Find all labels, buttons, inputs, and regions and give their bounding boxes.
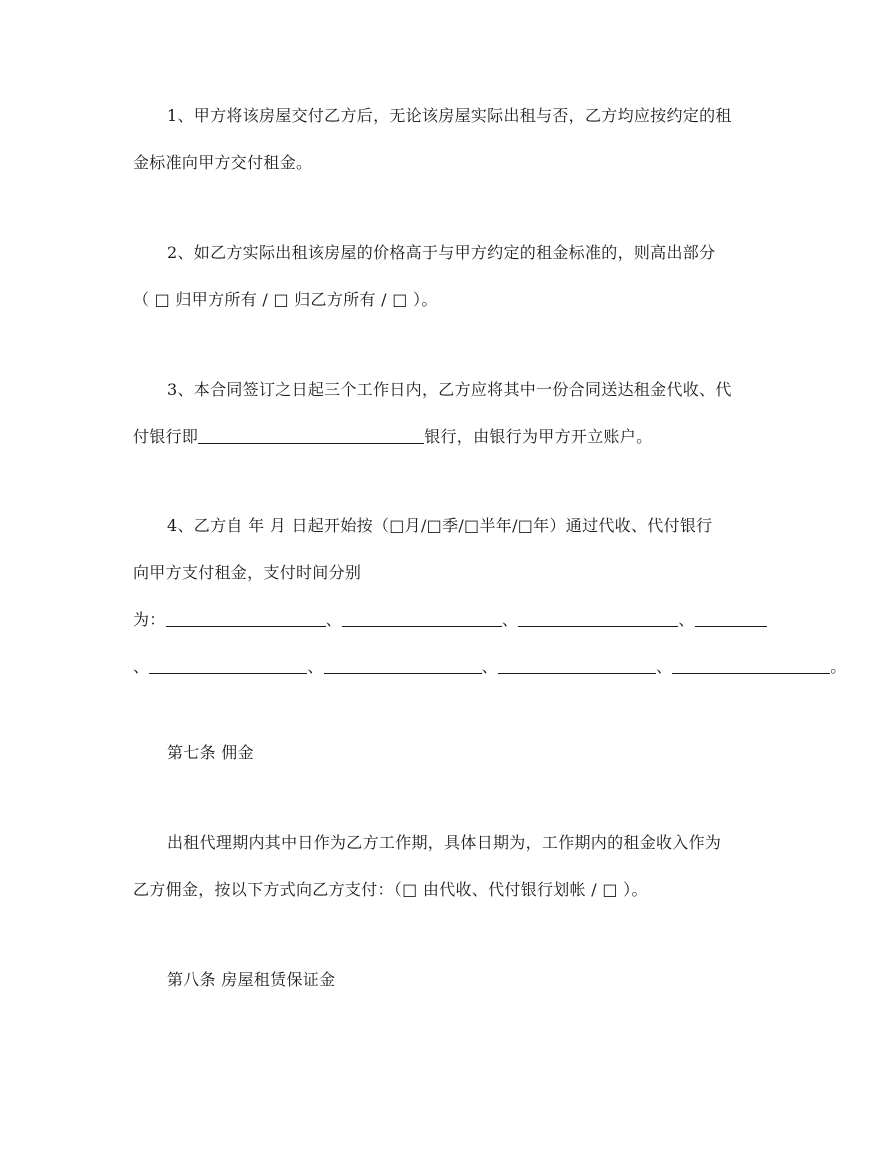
clause-4-line-4 bbox=[133, 657, 847, 677]
separator: 、 bbox=[481, 657, 498, 676]
article-8-title: 第八条 房屋租赁保证金 bbox=[167, 970, 336, 989]
clause-4-line-2: 向甲方支付租金，支付时间分别 bbox=[133, 563, 362, 582]
payment-date-blank bbox=[166, 612, 326, 627]
separator: 、 bbox=[325, 610, 342, 629]
separator: 、 bbox=[501, 610, 519, 629]
clause-2-line-2: （ □ 归甲方所有 / □ 归乙方所有 / □ ）。 bbox=[133, 290, 438, 309]
separator: 、 bbox=[655, 657, 673, 676]
article-7-line-1: 出租代理期内其中日作为乙方工作期，具体日期为，工作期内的租金收入作为 bbox=[167, 833, 722, 852]
payment-date-blank bbox=[149, 659, 307, 674]
clause-1-line-2: 金标准向甲方交付租金。 bbox=[133, 153, 313, 172]
end-mark: 。 bbox=[830, 657, 847, 676]
separator: 、 bbox=[133, 657, 150, 676]
separator: 、 bbox=[678, 610, 695, 629]
separator: 、 bbox=[307, 657, 324, 676]
article-7-line-2: 乙方佣金，按以下方式向乙方支付：（□ 由代收、代付银行划帐 / □ ）。 bbox=[133, 880, 648, 899]
payment-date-blank bbox=[672, 659, 830, 674]
payment-date-blank bbox=[342, 612, 502, 627]
clause-4-line-3-prefix: 为： bbox=[133, 610, 166, 629]
clause-3-line-2-prefix: 付银行即 bbox=[133, 427, 199, 446]
clause-3-line-1: 3、本合同签订之日起三个工作日内，乙方应将其中一份合同送达租金代收、代 bbox=[167, 380, 732, 399]
bank-name-blank bbox=[198, 429, 424, 444]
payment-date-blank bbox=[324, 659, 482, 674]
clause-4-line-3 bbox=[133, 610, 767, 630]
article-7-title: 第七条 佣金 bbox=[167, 743, 254, 762]
payment-date-blank bbox=[695, 612, 767, 627]
clause-3-line-2 bbox=[133, 427, 652, 447]
clause-1-line-1: 1、甲方将该房屋交付乙方后，无论该房屋实际出租与否，乙方均应按约定的租 bbox=[167, 106, 732, 125]
clause-3-line-2-suffix: 银行，由银行为甲方开立账户。 bbox=[424, 427, 653, 446]
payment-date-blank bbox=[498, 659, 656, 674]
payment-date-blank bbox=[518, 612, 678, 627]
clause-2-line-1: 2、如乙方实际出租该房屋的价格高于与甲方约定的租金标准的，则高出部分 bbox=[167, 243, 716, 262]
clause-4-line-1: 4、乙方自 年 月 日起开始按（□月/□季/□半年/□年）通过代收、代付银行 bbox=[167, 516, 713, 535]
